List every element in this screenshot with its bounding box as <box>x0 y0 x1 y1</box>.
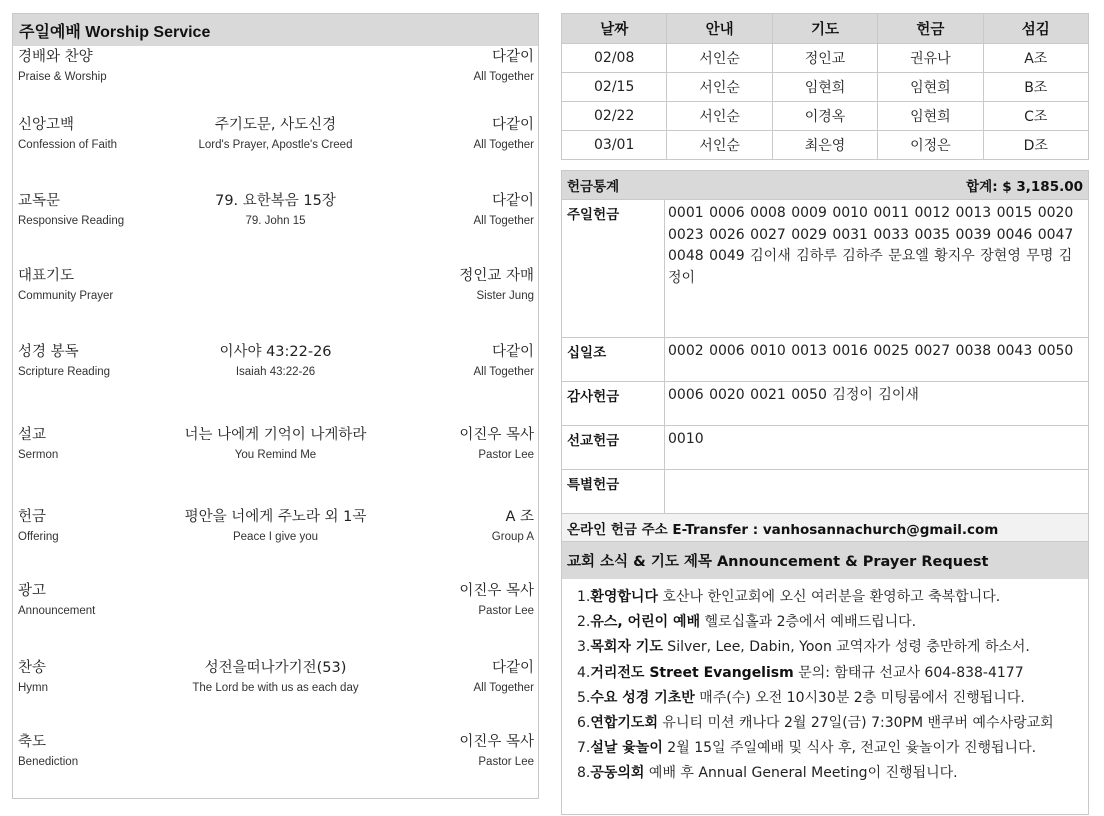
service-schedule-table <box>561 13 1089 160</box>
worship-item-leader <box>459 265 534 305</box>
schedule-cell: 02/08 <box>562 44 667 73</box>
item-name-ko: 찬송 <box>18 660 47 676</box>
item-name-en: Sermon <box>18 449 59 461</box>
col-date: 날짜 <box>562 14 667 44</box>
announcement-text: 2월 15일 주일예배 및 식사 후, 전교인 윷놀이가 진행됩니다. <box>662 740 1037 757</box>
leader-en: Pastor Lee <box>478 756 534 768</box>
schedule-row <box>562 44 1089 73</box>
item-name-ko: 설교 <box>18 427 47 443</box>
offering-stats-panel <box>561 170 1089 542</box>
worship-item-detail <box>13 657 538 697</box>
worship-item <box>13 265 538 315</box>
announcement-text: 매주(수) 오전 10시30분 2층 미팅룸에서 진행됩니다. <box>694 689 1025 706</box>
leader-ko: 다같이 <box>491 344 534 360</box>
offering-header <box>562 171 1088 199</box>
leader-en: All Together <box>473 215 534 227</box>
item-name-en: Confession of Faith <box>18 139 118 151</box>
worship-item-name <box>18 580 95 620</box>
offering-row-special <box>562 469 1088 513</box>
announcement-title: 설날 윷놀이 <box>590 740 663 757</box>
schedule-cell: 권유나 <box>878 44 983 73</box>
leader-ko: 다같이 <box>491 193 534 209</box>
detail-en: Peace I give you <box>232 531 319 543</box>
leader-en: All Together <box>473 682 534 694</box>
leader-en: Pastor Lee <box>478 449 534 461</box>
schedule-cell: C조 <box>983 102 1088 131</box>
offering-value: 0006 0020 0021 0050 김정이 김이새 <box>668 387 919 403</box>
leader-ko: A 조 <box>505 509 534 525</box>
schedule-cell: 이정은 <box>878 131 983 160</box>
offering-label: 주일헌금 <box>562 200 665 337</box>
item-name-ko: 대표기도 <box>18 268 75 284</box>
announcement-text: Silver, Lee, Dabin, Yoon 교역자가 성령 충만하게 하소서. <box>662 639 1030 656</box>
worship-item-name <box>18 506 59 546</box>
worship-item <box>13 731 538 781</box>
item-name-en: Community Prayer <box>18 290 114 302</box>
detail-en: Lord's Prayer, Apostle's Creed <box>198 139 353 151</box>
schedule-cell: 서인순 <box>667 44 772 73</box>
detail-en: The Lord be with us as each day <box>192 682 359 694</box>
announcement-title: 수요 성경 기초반 <box>590 689 695 706</box>
leader-en: All Together <box>473 71 534 83</box>
worship-order-panel <box>12 13 539 799</box>
announcement-item <box>577 635 1088 660</box>
announcement-number: 6. <box>577 715 591 732</box>
schedule-header-row <box>562 14 1089 44</box>
offering-label: 감사헌금 <box>562 382 665 425</box>
announcements-list <box>562 579 1088 787</box>
item-name-ko: 신앙고백 <box>18 117 75 133</box>
schedule-row <box>562 102 1089 131</box>
worship-item-leader <box>459 731 534 771</box>
online-offering-address: 온라인 헌금 주소 E-Transfer : vanhosannachurch@gmail.com <box>562 513 1088 541</box>
worship-item <box>13 580 538 630</box>
item-name-en: Benediction <box>18 756 79 768</box>
worship-item-leader <box>473 46 534 86</box>
schedule-cell: 서인순 <box>667 102 772 131</box>
offering-row-sunday <box>562 199 1088 337</box>
worship-item-leader <box>459 580 534 620</box>
schedule-body <box>562 44 1089 160</box>
announcement-number: 5. <box>577 689 591 706</box>
worship-item-name <box>18 265 113 305</box>
item-name-ko: 경배와 찬양 <box>18 49 93 65</box>
detail-ko: 79. 요한복음 15장 <box>215 193 336 209</box>
announcement-number: 3. <box>577 639 591 656</box>
col-usher: 안내 <box>667 14 772 44</box>
schedule-cell: 서인순 <box>667 131 772 160</box>
item-name-en: Announcement <box>18 605 96 617</box>
item-name-en: Responsive Reading <box>18 215 125 227</box>
item-name-ko: 축도 <box>18 734 47 750</box>
worship-item <box>13 190 538 240</box>
announcement-number: 8. <box>577 765 591 782</box>
worship-item-leader <box>473 341 534 381</box>
detail-ko: 성전을떠나가기전(53) <box>204 660 347 676</box>
schedule-cell: 03/01 <box>562 131 667 160</box>
worship-item-name <box>18 190 124 230</box>
leader-ko: 다같이 <box>491 49 534 65</box>
item-name-en: Offering <box>18 531 59 543</box>
item-name-ko: 교독문 <box>18 193 61 209</box>
item-name-ko: 성경 봉독 <box>18 344 79 360</box>
worship-item-leader <box>473 190 534 230</box>
leader-en: Group A <box>491 531 534 543</box>
worship-item <box>13 46 538 96</box>
detail-en: 79. John 15 <box>245 215 306 227</box>
offering-title: 헌금통계 <box>567 179 620 195</box>
offering-value: 0002 0006 0010 0013 0016 0025 0027 0038 0043 0050 <box>668 343 1074 359</box>
announcement-text: 문의: 함태규 선교사 604-838-4177 <box>793 664 1024 681</box>
detail-ko: 주기도문, 사도신경 <box>214 117 337 133</box>
worship-item-name <box>18 341 110 381</box>
item-name-ko: 헌금 <box>18 509 47 525</box>
schedule-cell: 임현희 <box>878 102 983 131</box>
leader-en: All Together <box>473 366 534 378</box>
announcement-title: 거리전도 Street Evangelism <box>590 664 794 681</box>
announcement-item <box>577 711 1088 736</box>
announcement-item <box>577 585 1088 610</box>
detail-ko: 이사야 43:22-26 <box>219 344 332 360</box>
announcement-item <box>577 736 1088 761</box>
schedule-cell: A조 <box>983 44 1088 73</box>
schedule-cell: 최은영 <box>772 131 877 160</box>
announcement-title: 목회자 기도 <box>590 639 663 656</box>
leader-en: Pastor Lee <box>478 605 534 617</box>
worship-item-name <box>18 731 78 771</box>
worship-item-leader <box>459 424 534 464</box>
worship-item-name <box>18 46 107 86</box>
worship-item-name <box>18 114 117 154</box>
worship-item <box>13 657 538 707</box>
announcement-item <box>577 686 1088 711</box>
leader-ko: 다같이 <box>491 660 534 676</box>
offering-label: 십일조 <box>562 338 665 381</box>
item-name-en: Scripture Reading <box>18 366 111 378</box>
item-name-ko: 광고 <box>18 583 47 599</box>
leader-ko: 정인교 자매 <box>459 268 534 284</box>
leader-en: Sister Jung <box>476 290 534 302</box>
leader-ko: 이진우 목사 <box>459 734 534 750</box>
announcement-title: 공동의회 <box>590 765 645 782</box>
col-offering: 헌금 <box>878 14 983 44</box>
offering-row-thanks <box>562 381 1088 425</box>
col-service: 섬김 <box>983 14 1088 44</box>
leader-en: All Together <box>473 139 534 151</box>
announcement-title: 연합기도회 <box>590 715 658 732</box>
schedule-cell: 이경옥 <box>772 102 877 131</box>
worship-item-name <box>18 424 58 464</box>
leader-ko: 이진우 목사 <box>459 427 534 443</box>
announcement-item <box>577 761 1088 786</box>
announcement-title: 환영합니다 <box>590 589 658 605</box>
worship-item <box>13 506 538 556</box>
worship-item-leader <box>473 114 534 154</box>
worship-item-detail <box>13 506 538 546</box>
announcement-item <box>577 610 1088 635</box>
col-prayer: 기도 <box>772 14 877 44</box>
schedule-cell: 서인순 <box>667 73 772 102</box>
announcement-title: 유스, 어린이 예배 <box>590 614 701 631</box>
worship-item <box>13 424 538 474</box>
offering-label: 특별헌금 <box>562 470 665 513</box>
detail-ko: 너는 나에게 기억이 나게하라 <box>184 427 367 443</box>
announcements-panel <box>561 541 1089 815</box>
offering-value <box>665 470 1088 513</box>
announcement-text: 유니티 미션 캐나다 2월 27일(금) 7:30PM 밴쿠버 예수사랑교회 <box>657 715 1054 732</box>
leader-ko: 다같이 <box>491 117 534 133</box>
item-name-en: Praise & Worship <box>18 71 107 83</box>
announcement-number: 4. <box>577 664 591 681</box>
offering-total: 합계: $ 3,185.00 <box>966 179 1083 195</box>
worship-header: 주일예배 Worship Service <box>13 14 538 46</box>
announcement-text: 헬로십홀과 2층에서 예배드립니다. <box>700 614 917 631</box>
announcement-number: 7. <box>577 740 591 757</box>
announcement-text: 호산나 한인교회에 오신 여러분을 환영하고 축복합니다. <box>657 589 1001 605</box>
detail-en: Isaiah 43:22-26 <box>235 366 316 378</box>
announcement-text: 예배 후 Annual General Meeting이 진행됩니다. <box>644 765 958 782</box>
item-name-en: Hymn <box>18 682 49 694</box>
announcement-number: 1. <box>577 589 591 605</box>
worship-item-leader <box>473 657 534 697</box>
offering-row-mission <box>562 425 1088 469</box>
offering-value: 0010 <box>668 431 704 447</box>
schedule-cell: 임현희 <box>878 73 983 102</box>
offering-label: 선교헌금 <box>562 426 665 469</box>
schedule-cell: 임현희 <box>772 73 877 102</box>
schedule-cell: 02/15 <box>562 73 667 102</box>
worship-item <box>13 341 538 391</box>
worship-item-name <box>18 657 48 697</box>
offering-row-tithe <box>562 337 1088 381</box>
schedule-cell: B조 <box>983 73 1088 102</box>
schedule-cell: 정인교 <box>772 44 877 73</box>
offering-value: 0001 0006 0008 0009 0010 0011 0012 0013 0015 0020 0023 0026 0027 0029 0031 0033 0035 0039 0046 0047 0048 0049 김이새 김하루 김하주 문요엘 황지우 장현영 무명 김정이 <box>668 205 1074 286</box>
schedule-cell: 02/22 <box>562 102 667 131</box>
detail-ko: 평안을 너에게 주노라 외 1곡 <box>184 509 367 525</box>
announcement-item <box>577 661 1088 686</box>
schedule-cell: D조 <box>983 131 1088 160</box>
detail-en: You Remind Me <box>234 449 317 461</box>
announcements-header: 교회 소식 & 기도 제목 Announcement & Prayer Request <box>562 542 1088 579</box>
announcement-number: 2. <box>577 614 591 631</box>
schedule-row <box>562 73 1089 102</box>
worship-item <box>13 114 538 164</box>
leader-ko: 이진우 목사 <box>459 583 534 599</box>
schedule-row <box>562 131 1089 160</box>
worship-item-leader <box>492 506 534 546</box>
